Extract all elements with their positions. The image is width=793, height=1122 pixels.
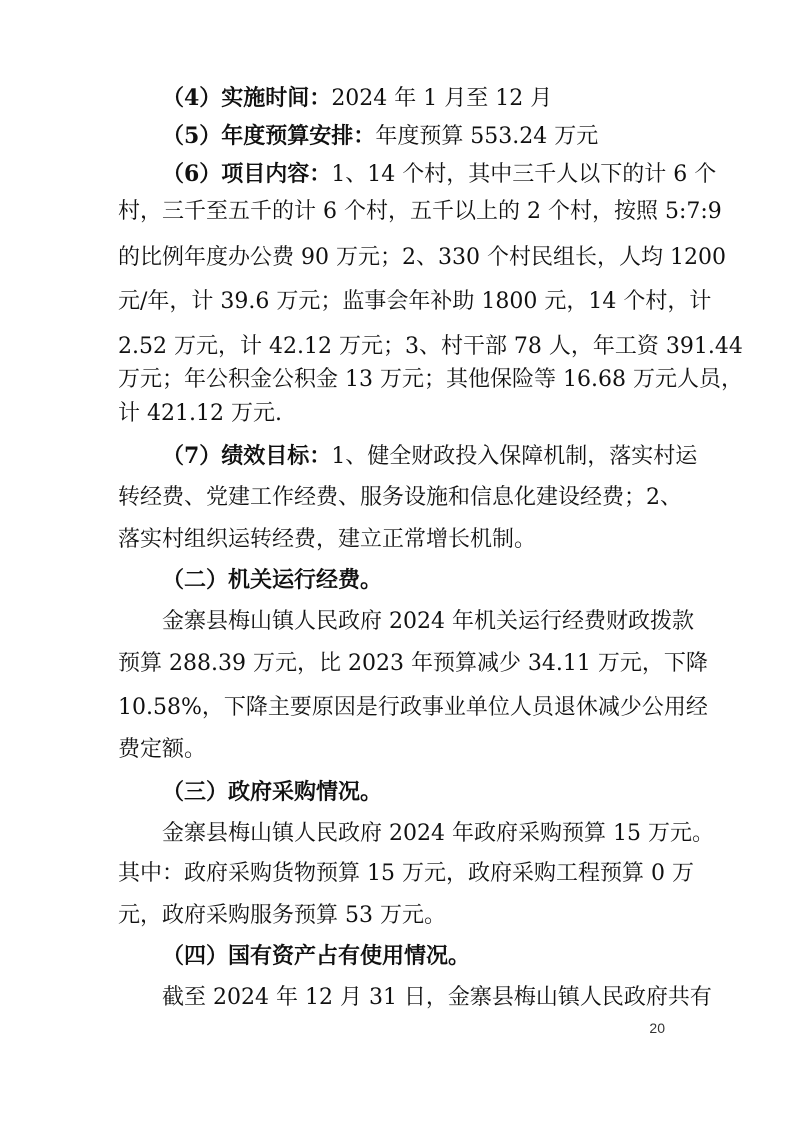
paragraph-line: 预算 288.39 万元，比 2023 年预算减少 34.11 万元，下降 <box>118 651 708 676</box>
section-heading: （四）国有资产占有使用情况。 <box>162 943 471 969</box>
item-text: 年度预算 553.24 万元 <box>375 124 599 149</box>
item-label: （7）绩效目标： <box>162 443 332 469</box>
paragraph-line: 计 421.12 万元. <box>118 401 282 426</box>
paragraph-line: 村，三千至五千的计 6 个村，五千以上的 2 个村，按照 5:7:9 <box>118 199 722 224</box>
page-number: 20 <box>649 1020 665 1036</box>
item-label: （4）实施时间： <box>162 85 332 111</box>
paragraph-line <box>162 434 698 478</box>
paragraph-line: 10.58%，下降主要原因是行政事业单位人员退休减少公用经 <box>118 695 708 720</box>
section-heading: （三）政府采购情况。 <box>162 779 383 805</box>
item-label: （6）项目内容： <box>162 161 332 187</box>
section-heading: （二）机关运行经费。 <box>162 567 383 593</box>
paragraph-line: 金寨县梅山镇人民政府 2024 年政府采购预算 15 万元。 <box>162 821 714 846</box>
paragraph-line: 其中：政府采购货物预算 15 万元，政府采购工程预算 0 万 <box>118 861 694 886</box>
paragraph-line: 截至 2024 年 12 月 31 日，金寨县梅山镇人民政府共有 <box>162 985 712 1010</box>
paragraph-line: 落实村组织运转经费，建立正常增长机制。 <box>118 527 537 552</box>
paragraph-line: 2.52 万元，计 42.12 万元；3、村干部 78 人，年工资 391.44 <box>118 334 743 359</box>
item-text: 1、健全财政投入保障机制，落实村运 <box>331 444 698 469</box>
item-text: 1、14 个村，其中三千人以下的计 6 个 <box>331 162 717 187</box>
paragraph-line: 转经费、党建工作经费、服务设施和信息化建设经费；2、 <box>118 485 682 510</box>
paragraph-line: 元，政府采购服务预算 53 万元。 <box>118 903 446 928</box>
item-label: （5）年度预算安排： <box>162 123 376 149</box>
item-text: 2024 年 1 月至 12 月 <box>331 86 553 111</box>
paragraph-line: 的比例年度办公费 90 万元；2、330 个村民组长，人均 1200 <box>118 245 726 270</box>
paragraph-line: 元/年，计 39.6 万元；监事会年补助 1800 元，14 个村，计 <box>118 289 712 314</box>
paragraph-line: 金寨县梅山镇人民政府 2024 年机关运行经费财政拨款 <box>162 609 694 634</box>
paragraph-line: 费定额。 <box>118 737 207 762</box>
paragraph-line: 万元；年公积金公积金 13 万元；其他保险等 16.68 万元人员， <box>118 367 743 392</box>
